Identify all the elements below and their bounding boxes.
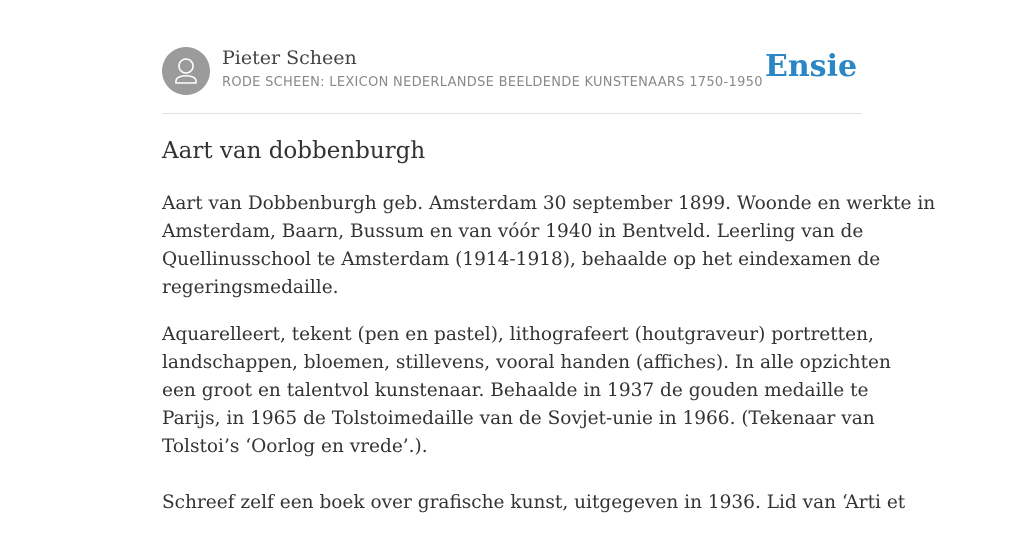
article-body bbox=[162, 190, 936, 536]
text-line: een groot en talentvol kunstenaar. Behaalde in 1937 de gouden medaille te bbox=[162, 380, 869, 401]
text-line: Aart van Dobbenburgh geb. Amsterdam 30 september 1899. Woonde en werkte in bbox=[162, 193, 936, 214]
text-line: Aquarelleert, tekent (pen en pastel), lithografeert (houtgraveur) portretten, bbox=[162, 324, 874, 345]
page-title: Aart van dobbenburgh bbox=[162, 138, 426, 164]
author-name[interactable]: Pieter Scheen bbox=[222, 47, 357, 69]
entry-header bbox=[162, 46, 862, 96]
text-line: Schreef zelf een boek over grafische kunst, uitgegeven in 1936. Lid van ‘Arti et bbox=[162, 492, 906, 513]
text-line: landschappen, bloemen, stillevens, vooral handen (affiches). In alle opzichten bbox=[162, 352, 891, 373]
paragraph-3 bbox=[162, 489, 906, 517]
source-title[interactable]: RODE SCHEEN: LEXICON NEDERLANDSE BEELDENDE KUNSTENAARS 1750-1950 bbox=[222, 75, 763, 90]
text-line: Quellinusschool te Amsterdam (1914-1918), behaalde op het eindexamen de bbox=[162, 249, 881, 270]
paragraph-2 bbox=[162, 321, 891, 461]
text-line: regeringsmedaille. bbox=[162, 277, 339, 298]
brand-logo[interactable]: Ensie bbox=[765, 49, 858, 84]
user-silhouette-icon bbox=[162, 47, 210, 95]
text-line: Amsterdam, Baarn, Bussum en van vóór 1940 in Bentveld. Leerling van de bbox=[162, 221, 864, 242]
text-line: Parijs, in 1965 de Tolstoimedaille van de Sovjet-unie in 1966. (Tekenaar van bbox=[162, 408, 875, 429]
paragraph-1 bbox=[162, 190, 936, 302]
author-avatar[interactable] bbox=[162, 47, 210, 95]
text-line: Tolstoi’s ‘Oorlog en vrede’.). bbox=[162, 436, 428, 457]
header-divider bbox=[162, 113, 862, 114]
